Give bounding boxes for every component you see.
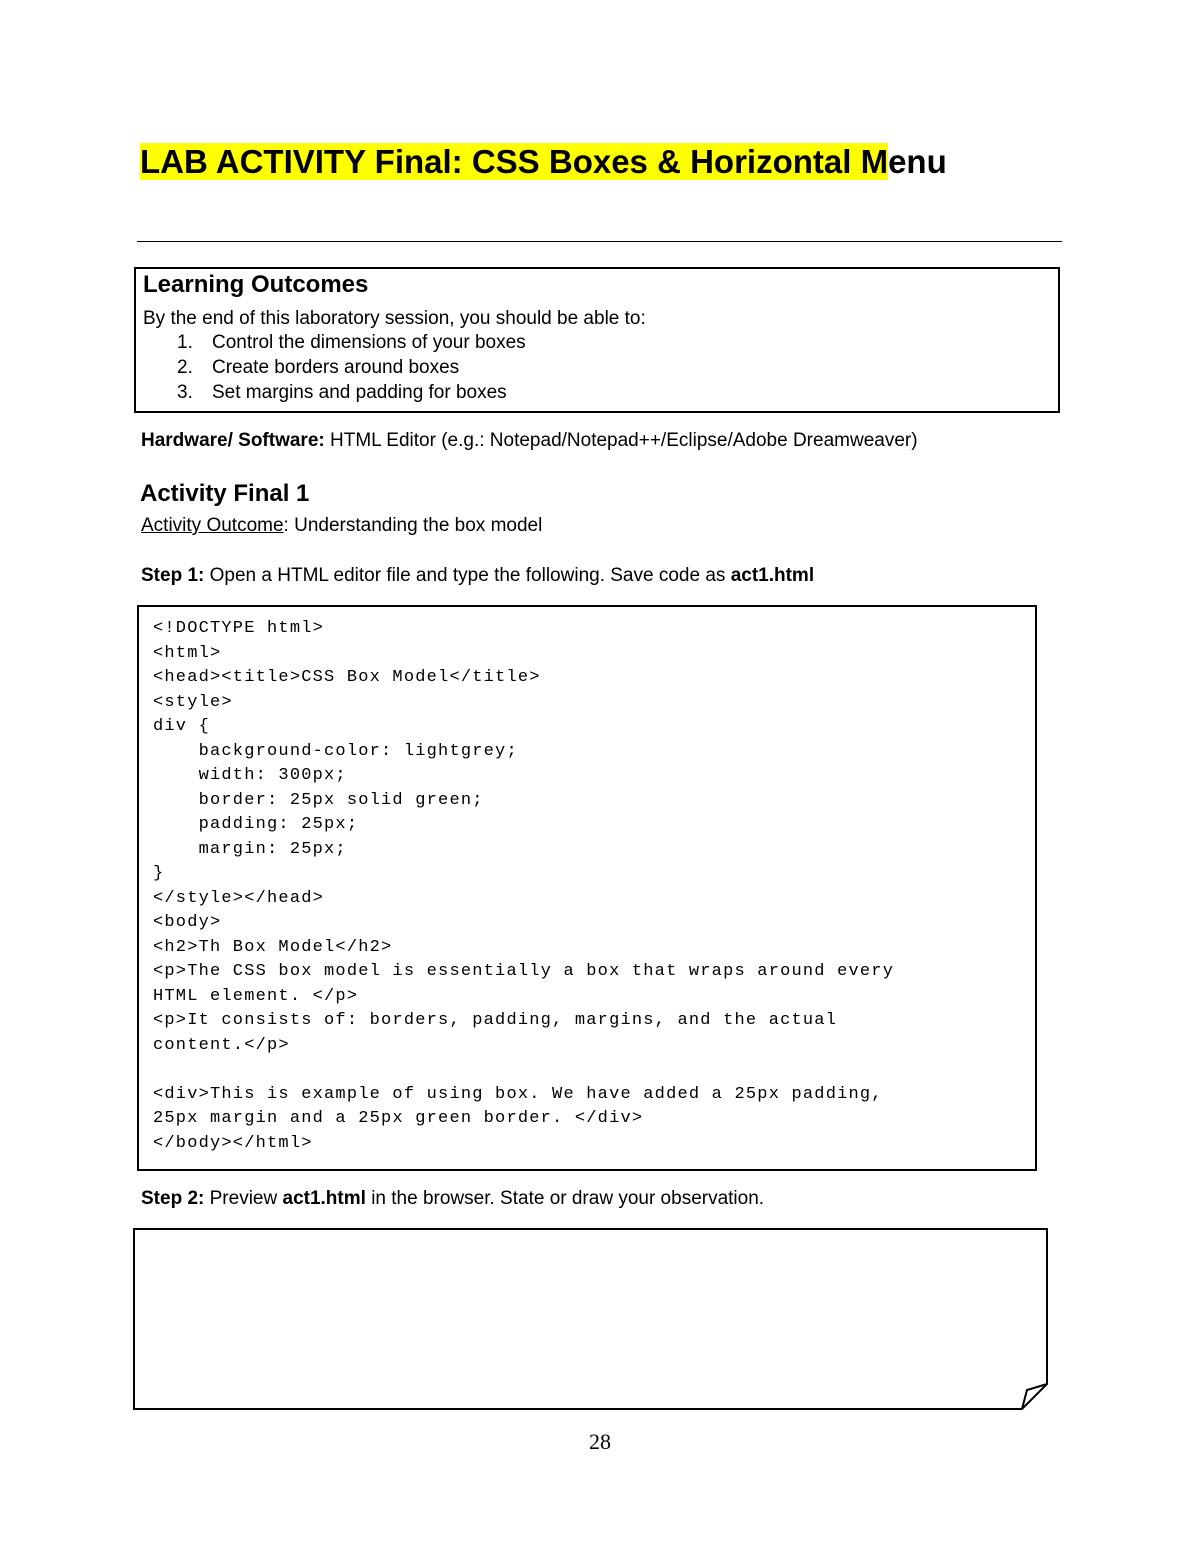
code-line: <style> bbox=[153, 692, 233, 712]
observation-answer-box bbox=[132, 1227, 1052, 1412]
step-2-filename: act1.html bbox=[282, 1188, 366, 1209]
list-item-number: 3. bbox=[177, 382, 193, 403]
step-1-instruction bbox=[141, 563, 814, 589]
hardware-software-line bbox=[141, 428, 918, 454]
code-line: padding: 25px; bbox=[153, 815, 359, 834]
step-1-filename: act1.html bbox=[730, 565, 815, 586]
step-2-text-before: Preview bbox=[204, 1188, 283, 1209]
hardware-text: HTML Editor (e.g.: Notepad/Notepad++/Eclipse/Adobe Dreamweaver) bbox=[324, 430, 918, 451]
code-line: border: 25px solid green; bbox=[153, 790, 484, 810]
step-2-text-after: in the browser. State or draw your observation. bbox=[365, 1188, 765, 1209]
code-line: <div>This is example of using box. We have added a 25px padding, bbox=[153, 1084, 883, 1104]
code-line: content.</p> bbox=[153, 1035, 290, 1055]
step-1-text: Open a HTML editor file and type the following. Save code as bbox=[204, 565, 731, 586]
code-line: <body> bbox=[153, 913, 222, 932]
code-line: <html> bbox=[153, 643, 222, 663]
hardware-label: Hardware/ Software: bbox=[141, 430, 325, 451]
step-2-label: Step 2: bbox=[141, 1188, 205, 1209]
code-line: <h2>Th Box Model</h2> bbox=[153, 937, 393, 957]
code-line: 25px margin and a 25px green border. </div> bbox=[153, 1109, 644, 1128]
list-item-text: Create borders around boxes bbox=[212, 357, 460, 378]
code-listing bbox=[153, 617, 894, 1156]
code-line bbox=[153, 1058, 894, 1083]
code-line: </style></head> bbox=[153, 888, 325, 908]
code-line: HTML element. </p> bbox=[153, 986, 359, 1006]
learning-outcomes-box bbox=[134, 267, 1060, 413]
folded-note-shape bbox=[132, 1227, 1052, 1412]
activity-outcome-text: : Understanding the box model bbox=[283, 515, 543, 536]
code-line: <p>The CSS box model is essentially a box that wraps around every bbox=[153, 962, 895, 981]
step-1-label: Step 1: bbox=[141, 565, 205, 586]
code-line: width: 300px; bbox=[153, 766, 347, 785]
list-item-text: Control the dimensions of your boxes bbox=[212, 332, 526, 353]
code-line: div { bbox=[153, 717, 211, 736]
title-rest: enu bbox=[888, 143, 947, 180]
code-line: <head><title>CSS Box Model</title> bbox=[153, 668, 541, 687]
list-item-number: 1. bbox=[177, 332, 193, 353]
list-item-text: Set margins and padding for boxes bbox=[212, 382, 507, 403]
title-highlighted: LAB ACTIVITY Final: CSS Boxes & Horizontal M bbox=[140, 143, 889, 180]
step-2-instruction bbox=[141, 1186, 764, 1212]
list-item-number: 2. bbox=[177, 357, 193, 378]
code-listing-box bbox=[137, 605, 1037, 1171]
page-title bbox=[140, 140, 947, 184]
activity-outcome-label: Activity Outcome bbox=[141, 515, 284, 536]
code-line: <!DOCTYPE html> bbox=[153, 619, 325, 638]
learning-outcomes-intro: By the end of this laboratory session, you should be able to: bbox=[143, 308, 646, 329]
code-line: </body></html> bbox=[153, 1133, 313, 1153]
code-line: <p>It consists of: borders, padding, margins, and the actual bbox=[153, 1011, 838, 1030]
code-line: } bbox=[153, 864, 165, 883]
activity-outcome-line bbox=[141, 513, 542, 539]
title-divider bbox=[137, 241, 1062, 242]
code-line: margin: 25px; bbox=[153, 839, 347, 859]
page-number: 28 bbox=[589, 1429, 611, 1454]
activity-heading: Activity Final 1 bbox=[140, 480, 310, 507]
code-line: background-color: lightgrey; bbox=[153, 741, 518, 761]
learning-outcomes-heading: Learning Outcomes bbox=[143, 271, 369, 298]
